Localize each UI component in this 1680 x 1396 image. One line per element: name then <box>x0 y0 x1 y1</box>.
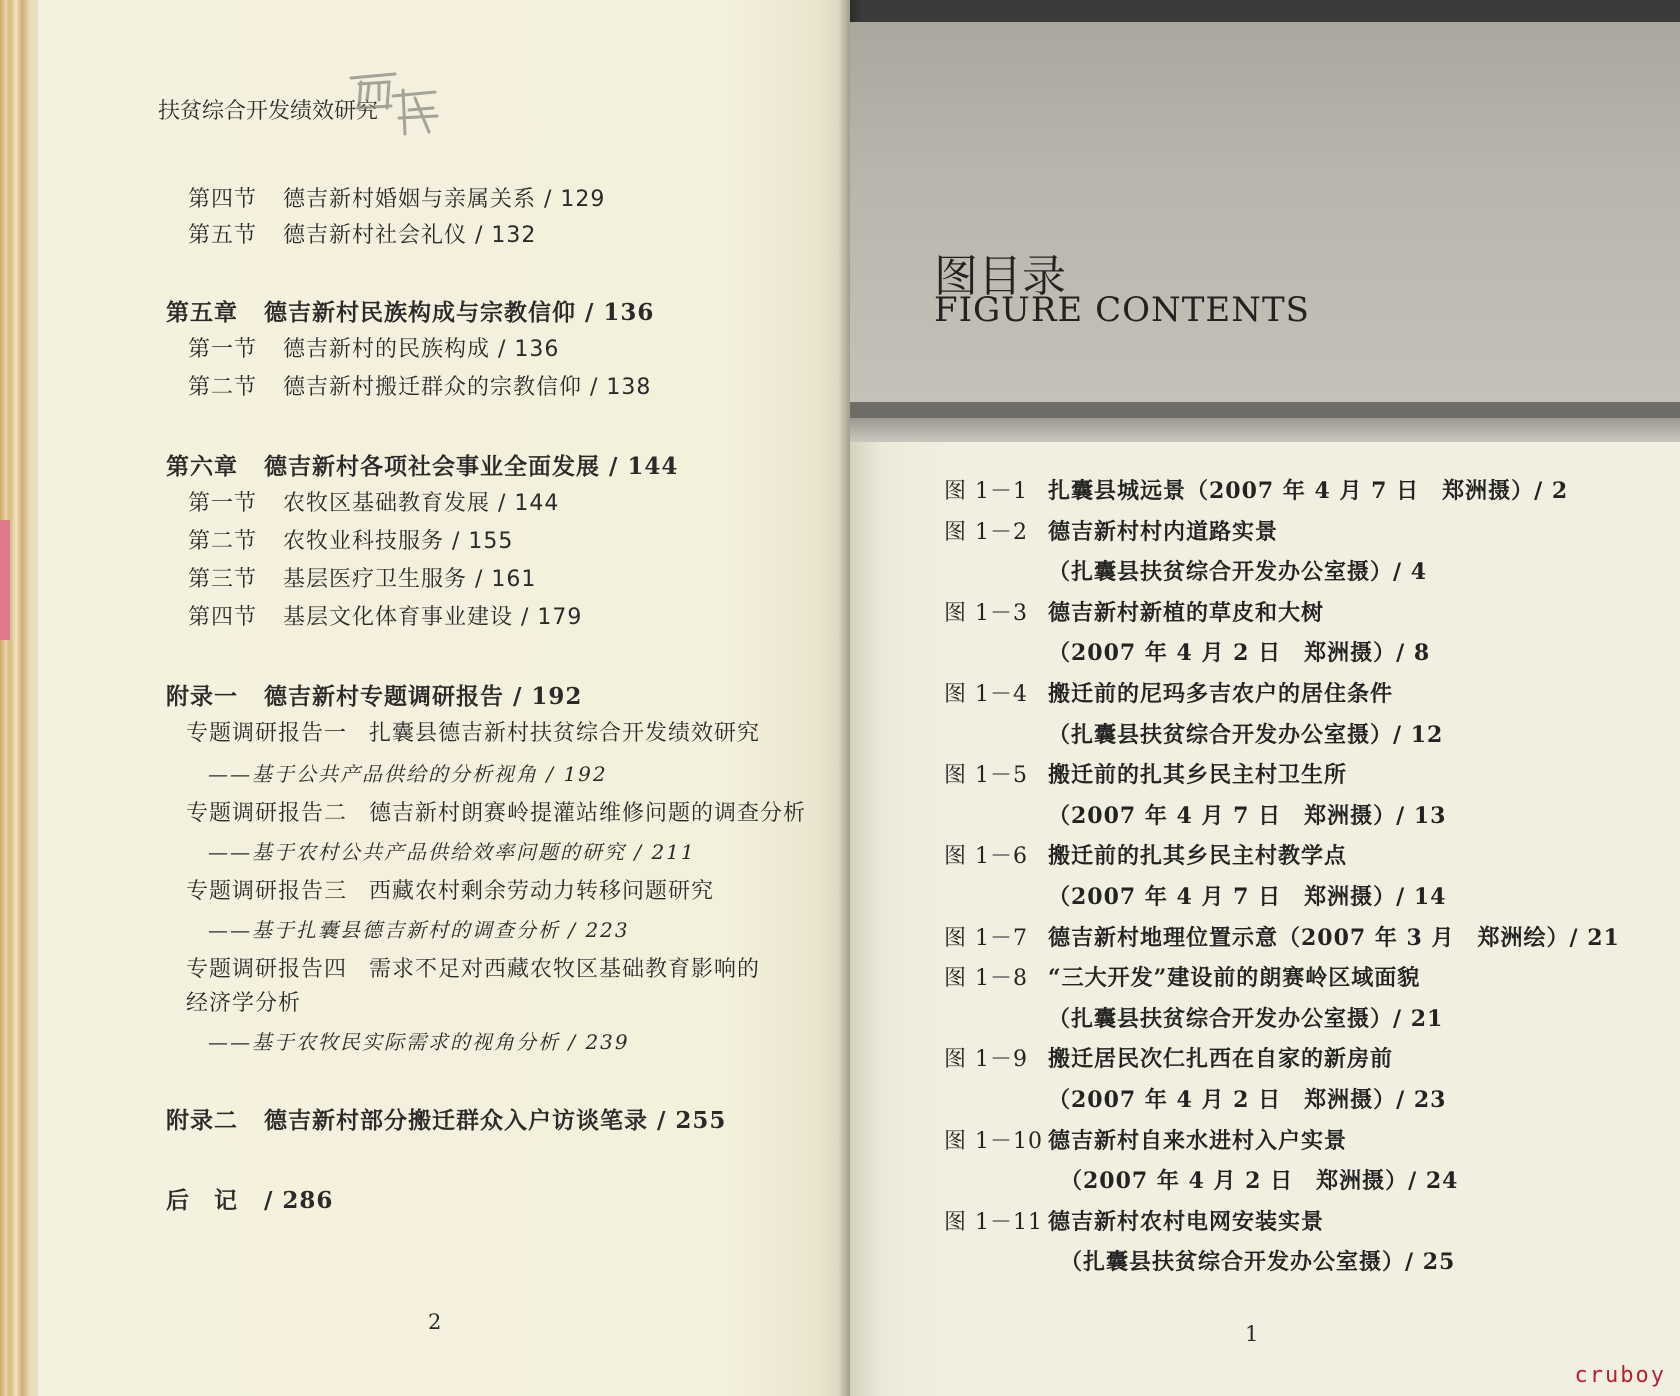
figure-caption: 搬迁居民次仁扎西在自家的新房前 <box>1048 1046 1394 1072</box>
edge-bookmark <box>0 520 10 640</box>
figure-label: 图 1－4 <box>944 682 1028 707</box>
toc-entry-text: 基层医疗卫生服务 / 161 <box>283 567 537 592</box>
figure-label: 图 1－3 <box>944 601 1028 626</box>
toc-entry-text: 德吉新村社会礼仪 / 132 <box>283 223 537 248</box>
toc-entry-text: 德吉新村专题调研报告 / 192 <box>264 683 583 710</box>
figure-caption: 德吉新村村内道路实景 <box>1048 519 1279 545</box>
figure-caption: 德吉新村地理位置示意（2007 年 3 月 郑洲绘）/ 21 <box>1048 925 1620 951</box>
figure-entry <box>944 596 1324 627</box>
toc-subtitle-entry <box>208 836 696 865</box>
title-band-stripe-dark <box>850 402 1680 418</box>
running-header: 扶贫综合开发绩效研究 <box>158 99 379 124</box>
toc-entry-text: ——基于农村公共产品供给效率问题的研究 / 211 <box>208 840 696 864</box>
toc-subtitle-entry <box>208 914 630 943</box>
toc-section-entry <box>186 796 806 827</box>
figure-label: 图 1－6 <box>944 844 1028 869</box>
figure-entry <box>944 474 1568 505</box>
figure-caption: （2007 年 4 月 7 日 郑洲摄）/ 13 <box>1048 803 1447 829</box>
watermark-text: cruboy <box>1574 1363 1666 1388</box>
toc-entry-label: 后 记 <box>166 1187 238 1214</box>
figure-caption: 搬迁前的扎其乡民主村卫生所 <box>1048 762 1348 788</box>
toc-section-entry <box>188 524 513 555</box>
toc-entry-label: 第五章 <box>166 299 238 326</box>
toc-entry-text: ——基于公共产品供给的分析视角 / 192 <box>208 762 608 786</box>
toc-entry-text: 德吉新村民族构成与宗教信仰 / 136 <box>264 299 655 326</box>
figure-caption: （扎囊县扶贫综合开发办公室摄）/ 12 <box>1048 722 1444 748</box>
toc-section-entry <box>188 370 651 401</box>
figure-caption: （2007 年 4 月 7 日 郑洲摄）/ 14 <box>1048 884 1447 910</box>
figure-entry <box>944 1042 1393 1073</box>
toc-section-entry <box>188 486 559 517</box>
toc-entry-text: ——基于扎囊县德吉新村的调查分析 / 223 <box>208 918 630 942</box>
figure-caption: “三大开发”建设前的朗赛岭区域面貌 <box>1048 965 1421 991</box>
toc-entry-text: 扎囊县德吉新村扶贫综合开发绩效研究 <box>369 721 761 746</box>
toc-entry-label: 附录二 <box>166 1107 238 1134</box>
toc-chapter-entry <box>166 1182 333 1215</box>
figure-entry <box>944 921 1620 952</box>
toc-entry-label: 专题调研报告二 <box>186 801 348 826</box>
toc-chapter-entry <box>166 1102 726 1135</box>
toc-entry-text: 德吉新村部分搬迁群众入户访谈笔录 / 255 <box>264 1107 727 1134</box>
figure-entry-continuation <box>944 1245 1455 1276</box>
figure-entry-continuation <box>944 555 1427 586</box>
toc-subtitle-entry <box>208 1026 630 1055</box>
figure-entry <box>944 961 1420 992</box>
toc-entry-text: / 286 <box>264 1187 334 1214</box>
figure-label: 图 1－7 <box>944 926 1028 951</box>
toc-entry-label: 第六章 <box>166 453 238 480</box>
toc-entry-label: 第五节 <box>188 223 258 248</box>
figure-entry <box>944 677 1393 708</box>
toc-entry-text: 基层文化体育事业建设 / 179 <box>283 605 583 630</box>
toc-section-entry <box>186 716 760 747</box>
toc-entry-text: 德吉新村婚姻与亲属关系 / 129 <box>283 187 606 212</box>
toc-entry-text: 需求不足对西藏农牧区基础教育影响的 <box>369 957 761 982</box>
figure-caption: （2007 年 4 月 2 日 郑洲摄）/ 24 <box>1060 1168 1459 1194</box>
toc-entry-label: 第四节 <box>188 605 258 630</box>
toc-chapter-entry <box>166 448 678 481</box>
figure-caption: （2007 年 4 月 2 日 郑洲摄）/ 8 <box>1048 640 1431 666</box>
figure-caption: 扎囊县城远景（2007 年 4 月 7 日 郑洲摄）/ 2 <box>1048 478 1569 504</box>
figure-caption: 搬迁前的尼玛多吉农户的居住条件 <box>1048 681 1394 707</box>
toc-section-entry <box>188 218 536 249</box>
toc-section-entry <box>188 600 582 631</box>
figure-entry-continuation <box>944 1164 1458 1195</box>
figure-label: 图 1－11 <box>944 1210 1043 1235</box>
toc-subtitle-entry <box>208 758 608 787</box>
figure-entry-continuation <box>944 718 1443 749</box>
toc-entry-label: 第三节 <box>188 567 258 592</box>
figure-entry-continuation <box>944 636 1430 667</box>
figure-entry-continuation <box>944 880 1446 911</box>
figure-entry-continuation <box>944 799 1446 830</box>
figure-entry <box>944 758 1347 789</box>
title-band <box>850 22 1680 402</box>
toc-section-entry <box>188 562 536 593</box>
toc-entry-text: 德吉新村搬迁群众的宗教信仰 / 138 <box>283 375 652 400</box>
figure-contents-title-cn: 图目录 <box>934 251 1066 302</box>
toc-section-entry <box>186 952 760 983</box>
figure-label: 图 1－5 <box>944 763 1028 788</box>
figure-label: 图 1－9 <box>944 1047 1028 1072</box>
figure-caption: （2007 年 4 月 2 日 郑洲摄）/ 23 <box>1048 1087 1447 1113</box>
figure-label: 图 1－2 <box>944 520 1028 545</box>
figure-entry <box>944 1124 1347 1155</box>
left-page-number: 2 <box>428 1310 442 1334</box>
figure-entry <box>944 1205 1324 1236</box>
figure-caption: 德吉新村农村电网安装实景 <box>1048 1209 1325 1235</box>
figure-caption: （扎囊县扶贫综合开发办公室摄）/ 4 <box>1048 559 1428 585</box>
toc-section-entry <box>188 332 559 363</box>
toc-entry-label: 第一节 <box>188 491 258 516</box>
figure-caption: 德吉新村新植的草皮和大树 <box>1048 600 1325 626</box>
figure-caption: （扎囊县扶贫综合开发办公室摄）/ 21 <box>1048 1006 1444 1032</box>
toc-entry-label: 第二节 <box>188 375 258 400</box>
toc-entry-label: 附录一 <box>166 683 238 710</box>
toc-section-entry <box>186 874 714 905</box>
figure-caption: （扎囊县扶贫综合开发办公室摄）/ 25 <box>1060 1249 1456 1275</box>
toc-entry-text: 农牧业科技服务 / 155 <box>283 529 514 554</box>
figure-caption: 德吉新村自来水进村入户实景 <box>1048 1128 1348 1154</box>
figure-caption: 搬迁前的扎其乡民主村教学点 <box>1048 843 1348 869</box>
toc-entry-label: 专题调研报告一 <box>186 721 348 746</box>
title-band-stripe-light <box>850 418 1680 442</box>
toc-section-entry <box>188 182 605 213</box>
left-page <box>38 0 850 1396</box>
toc-entry-text: 西藏农村剩余劳动力转移问题研究 <box>369 879 715 904</box>
toc-entry-text: 德吉新村朗赛岭提灌站维修问题的调查分析 <box>369 801 807 826</box>
toc-entry-text: 德吉新村的民族构成 / 136 <box>283 337 560 362</box>
toc-entry-label: 第一节 <box>188 337 258 362</box>
toc-entry-label: 专题调研报告四 <box>186 957 348 982</box>
table-of-contents <box>38 0 850 1396</box>
toc-section-entry <box>186 986 301 1017</box>
figure-label: 图 1－8 <box>944 966 1028 991</box>
figure-entry-continuation <box>944 1002 1443 1033</box>
figure-label: 图 1－1 <box>944 479 1028 504</box>
figure-entry <box>944 515 1278 546</box>
figure-label: 图 1－10 <box>944 1129 1043 1154</box>
figure-contents-title-en: FIGURE CONTENTS <box>934 290 1310 330</box>
figure-entry <box>944 839 1347 870</box>
toc-entry-label: 第四节 <box>188 187 258 212</box>
toc-chapter-entry <box>166 294 654 327</box>
toc-entry-text: 经济学分析 <box>186 991 302 1016</box>
toc-entry-text: ——基于农牧民实际需求的视角分析 / 239 <box>208 1030 630 1054</box>
right-page-number: 1 <box>1245 1322 1259 1346</box>
toc-entry-label: 专题调研报告三 <box>186 879 348 904</box>
toc-entry-label: 第二节 <box>188 529 258 554</box>
toc-entry-text: 农牧区基础教育发展 / 144 <box>283 491 560 516</box>
figure-entry-continuation <box>944 1083 1446 1114</box>
toc-chapter-entry <box>166 678 582 711</box>
page-edges <box>0 0 38 1396</box>
toc-entry-text: 德吉新村各项社会事业全面发展 / 144 <box>264 453 679 480</box>
